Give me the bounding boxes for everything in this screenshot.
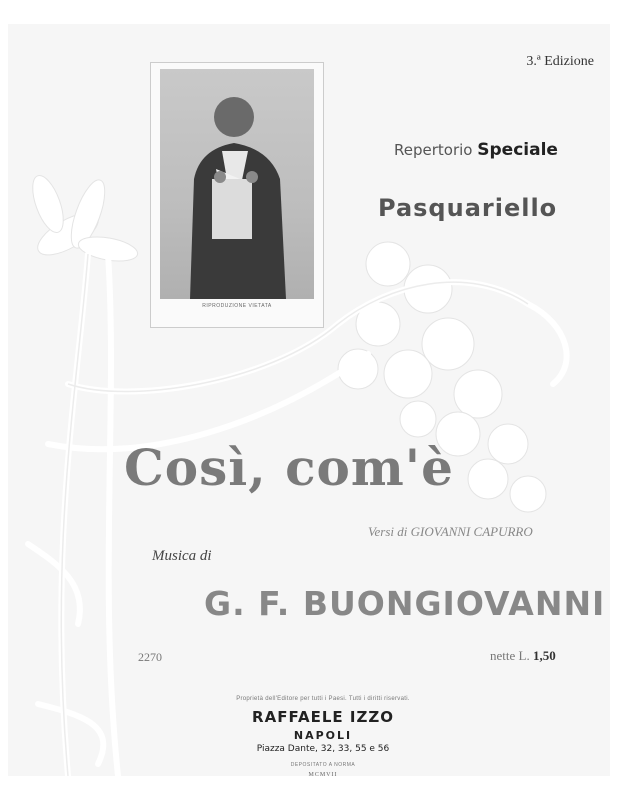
portrait-figure (160, 69, 314, 299)
portrait-photo (160, 69, 314, 299)
publisher-address: Piazza Dante, 32, 33, 55 e 56 (256, 744, 390, 754)
repertorio-prefix: Repertorio (394, 141, 473, 159)
publisher-small-print: DEPOSITATO A NORMA (290, 762, 356, 768)
music-label: Musica di (152, 548, 212, 564)
publisher-city: NAPOLI (293, 729, 353, 742)
repertorio-emphasis: Speciale (477, 140, 558, 160)
portrait-frame (150, 62, 324, 328)
catalog-number: 2270 (138, 650, 162, 664)
repertorio-heading (394, 140, 558, 160)
lyrics-credit: Versi di GIOVANNI CAPURRO (368, 524, 533, 539)
publisher-block (178, 696, 468, 776)
composer-name: G. F. BUONGIOVANNI (204, 584, 606, 623)
publication-year: MCMVII (308, 772, 338, 776)
price (490, 648, 556, 664)
price-label: nette L. (490, 648, 530, 663)
publisher-name: RAFFAELE IZZO (252, 708, 394, 726)
price-value: 1,50 (532, 648, 556, 663)
sheet-music-cover (8, 24, 610, 776)
performer-name: Pasquariello (378, 194, 558, 222)
edition-label: 3.ª Edizione (526, 54, 594, 69)
publisher-rights: Proprietà dell'Editore per tutti i Paesi. Tutti i diritti riservati. (236, 696, 410, 702)
photo-caption: RIPRODUZIONE VIETATA (202, 303, 272, 309)
song-title: Così, com'è (124, 438, 454, 497)
